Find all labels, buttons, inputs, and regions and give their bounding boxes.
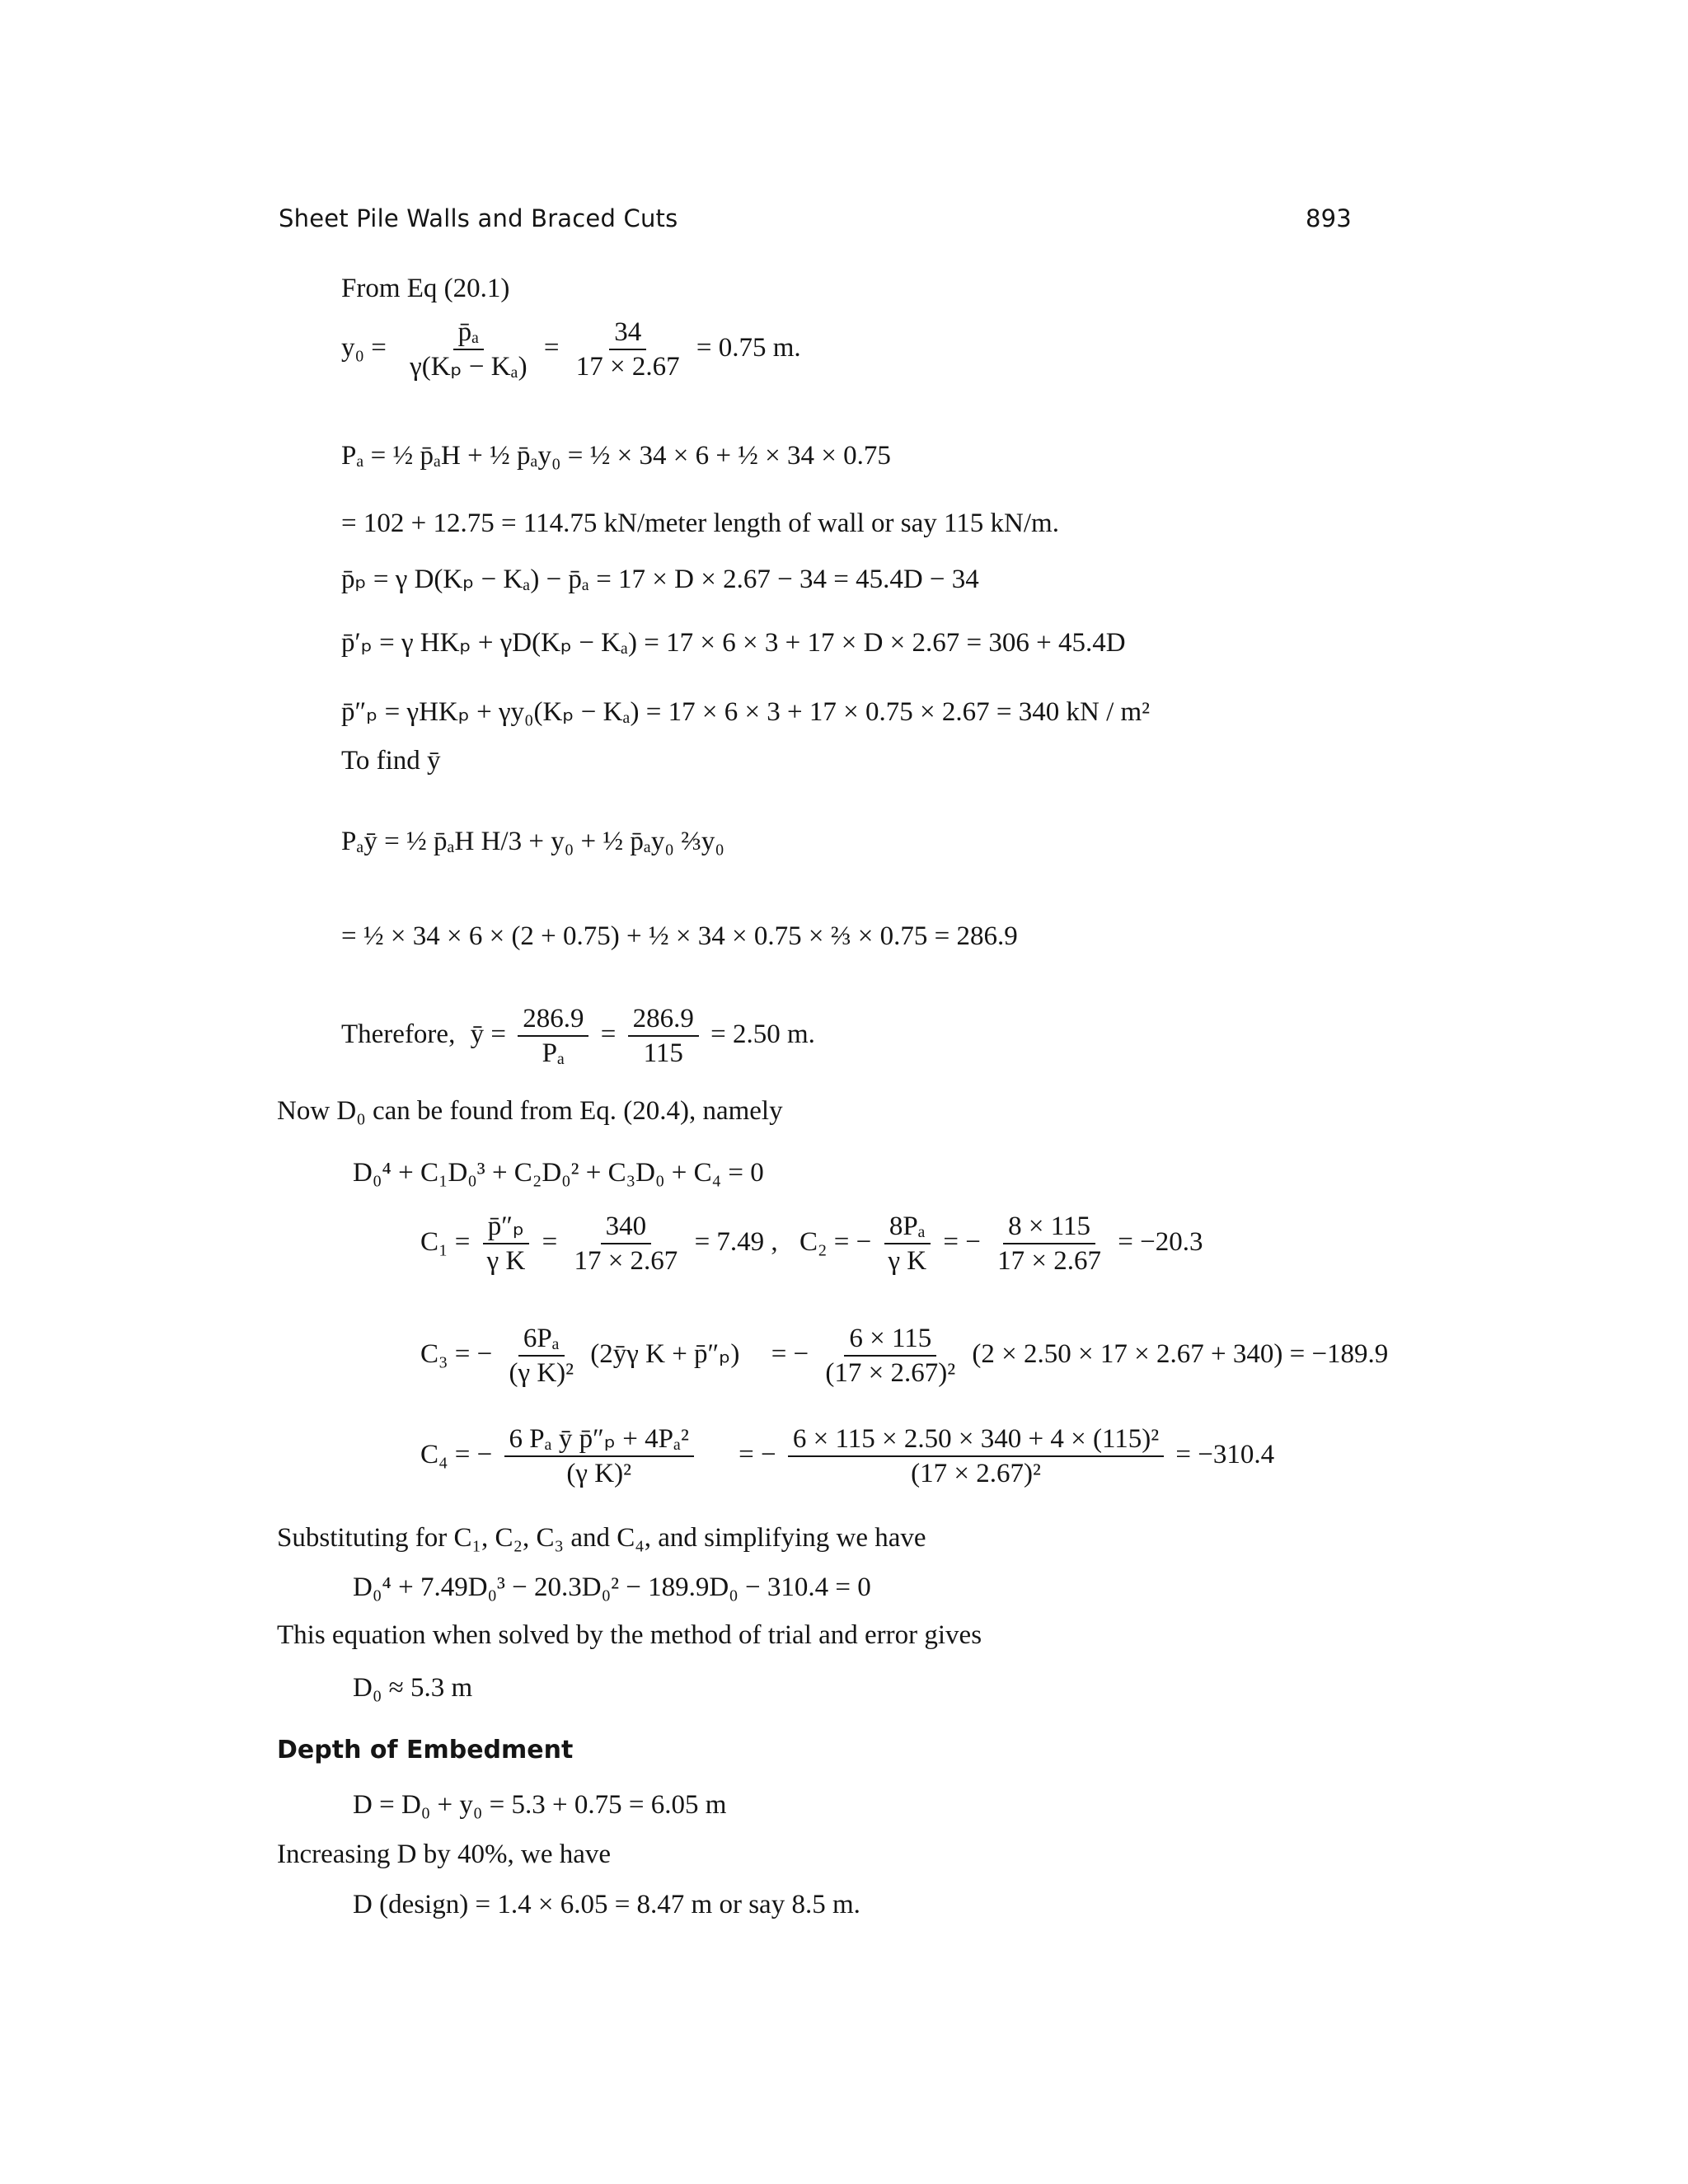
now-d0-text: Now D₀ can be found from Eq. (20.4), namely (277, 1096, 783, 1126)
pp-bar-equation: p̄ₚ = γ D(Kₚ − Kₐ) − p̄ₐ = 17 × D × 2.67 − 34 = 45.4D − 34 (341, 565, 979, 594)
y0-lhs: y₀ = (341, 332, 387, 363)
depth-equation: D = D₀ + y₀ = 5.3 + 0.75 = 6.05 m (353, 1790, 727, 1820)
from-eq-text: From Eq (20.1) (341, 274, 510, 303)
ybar-fraction-2: $\frac{286.9}{115}$ (628, 1004, 699, 1069)
therefore-label: Therefore, (341, 1019, 456, 1049)
pp-prime-equation: p̄′ₚ = γ HKₚ + γD(Kₚ − Kₐ) = 17 × 6 × 3 + 17 × D × 2.67 = 306 + 45.4D (341, 628, 1126, 658)
pa-equation: Pₐ = ½ p̄ₐH + ½ p̄ₐy₀ = ½ × 34 × 6 + ½ × 34 × 0.75 (341, 441, 891, 471)
c3-lhs: C₃ = − (420, 1338, 493, 1369)
c3-mid: (2ȳγ K + p̄″ₚ) (590, 1338, 740, 1369)
c1-c2-equations: C₁ = $\frac{\text{p̄″ₚ}}{\text{γ K}}$ = $\frac{340}{17 \times 2.67}$ = 7.49 , C₂ = − $\frac{\text{8Pₐ}}{\text{γ K}}$ = − $\frac{8 \times 115}{17 \times 2.67}$ = −20.3 (420, 1212, 1203, 1277)
substituting-text: Substituting for C₁, C₂, C₃ and C₄, and simplifying we have (277, 1523, 926, 1553)
pp-double-prime-equation: p̄″ₚ = γHKₚ + γy₀(Kₚ − Kₐ) = 17 × 6 × 3 + 17 × 0.75 × 2.67 = 340 kN / m² (341, 697, 1151, 727)
final-quartic: D₀⁴ + 7.49D₀³ − 20.3D₀² − 189.9D₀ − 310.4 = 0 (353, 1572, 871, 1602)
c2-lhs: C₂ = − (799, 1226, 872, 1257)
c3-equation (420, 1324, 1388, 1389)
c2-result: = −20.3 (1118, 1226, 1203, 1257)
pa-result: = 102 + 12.75 = 114.75 kN/meter length of wall or say 115 kN/m. (341, 509, 1059, 538)
c3-eq: = − (771, 1338, 809, 1369)
c4-fraction-2: $\frac{\text{6 × 115 × 2.50 × 340 + 4 × (115)²}}{\text{(17 × 2.67)²}}$ (788, 1424, 1164, 1489)
pay-evaluation: = ½ × 34 × 6 × (2 + 0.75) + ½ × 34 × 0.75 × ⅔ × 0.75 = 286.9 (341, 921, 1018, 951)
ybar-fraction-1: $\frac{286.9}{\text{Pₐ}}$ (518, 1004, 588, 1069)
c4-equation (420, 1424, 1274, 1489)
d0-result: D₀ ≈ 5.3 m (353, 1673, 473, 1703)
page-number: 893 (1306, 204, 1352, 232)
c3-fraction-1: $\frac{\text{6Pₐ}}{\text{(γ K)²}}$ (509, 1324, 574, 1389)
running-title: Sheet Pile Walls and Braced Cuts (279, 204, 678, 232)
c4-lhs: C₄ = − (420, 1439, 493, 1469)
c1-lhs: C₁ = (420, 1226, 471, 1257)
ybar-equation: Therefore, ȳ = $\frac{286.9}{\text{Pₐ}}$ = $\frac{286.9}{115}$ = 2.50 m. (341, 1004, 815, 1069)
c4-result: = −310.4 (1175, 1439, 1275, 1469)
c1-fraction-1: $\frac{\text{p̄″ₚ}}{\text{γ K}}$ (482, 1212, 531, 1277)
y0-fraction-1: $\frac{\text{p̄ₐ}}{\text{γ(Kₚ − Kₐ)}}$ (410, 317, 528, 382)
y0-equation: y₀ = $\frac{\text{p̄ₐ}}{\text{γ(Kₚ − Kₐ)}}$ = $\frac{34}{17 \times 2.67}$ = 0.75 m. (341, 317, 801, 382)
c3-fraction-2: $\frac{6 \times 115}{\text{(17 × 2.67)²}}$ (825, 1324, 956, 1389)
design-depth: D (design) = 1.4 × 6.05 = 8.47 m or say 8.5 m. (353, 1890, 860, 1919)
c1-fraction-2: $\frac{340}{17 \times 2.67}$ (574, 1212, 678, 1277)
ybar-result: = 2.50 m. (710, 1019, 815, 1049)
c4-fraction-1: $\frac{\text{6 Pₐ ȳ p̄″ₚ + 4Pₐ²}}{\text{(γ K)²}}$ (504, 1424, 694, 1489)
c1-result: = 7.49 , (694, 1226, 778, 1257)
pay-equation: Pₐȳ = ½ p̄ₐH H/3 + y₀ + ½ p̄ₐy₀ ⅔y₀ (341, 827, 724, 856)
c3-result: (2 × 2.50 × 17 × 2.67 + 340) = −189.9 (972, 1338, 1389, 1369)
to-find-text: To find ȳ (341, 746, 441, 776)
c2-fraction-1: $\frac{\text{8Pₐ}}{\text{γ K}}$ (883, 1212, 931, 1277)
trial-text: This equation when solved by the method of trial and error gives (277, 1620, 982, 1650)
ybar-lhs: ȳ = (470, 1019, 506, 1049)
c2-fraction-2: $\frac{8 \times 115}{17 \times 2.67}$ (997, 1212, 1101, 1277)
increasing-text: Increasing D by 40%, we have (277, 1840, 612, 1869)
y0-fraction-2: $\frac{34}{17 \times 2.67}$ (575, 317, 680, 382)
quartic-equation: D₀⁴ + C₁D₀³ + C₂D₀² + C₃D₀ + C₄ = 0 (353, 1158, 764, 1188)
c4-eq: = − (738, 1439, 776, 1469)
y0-result: = 0.75 m. (696, 332, 801, 363)
section-heading: Depth of Embedment (277, 1736, 574, 1765)
